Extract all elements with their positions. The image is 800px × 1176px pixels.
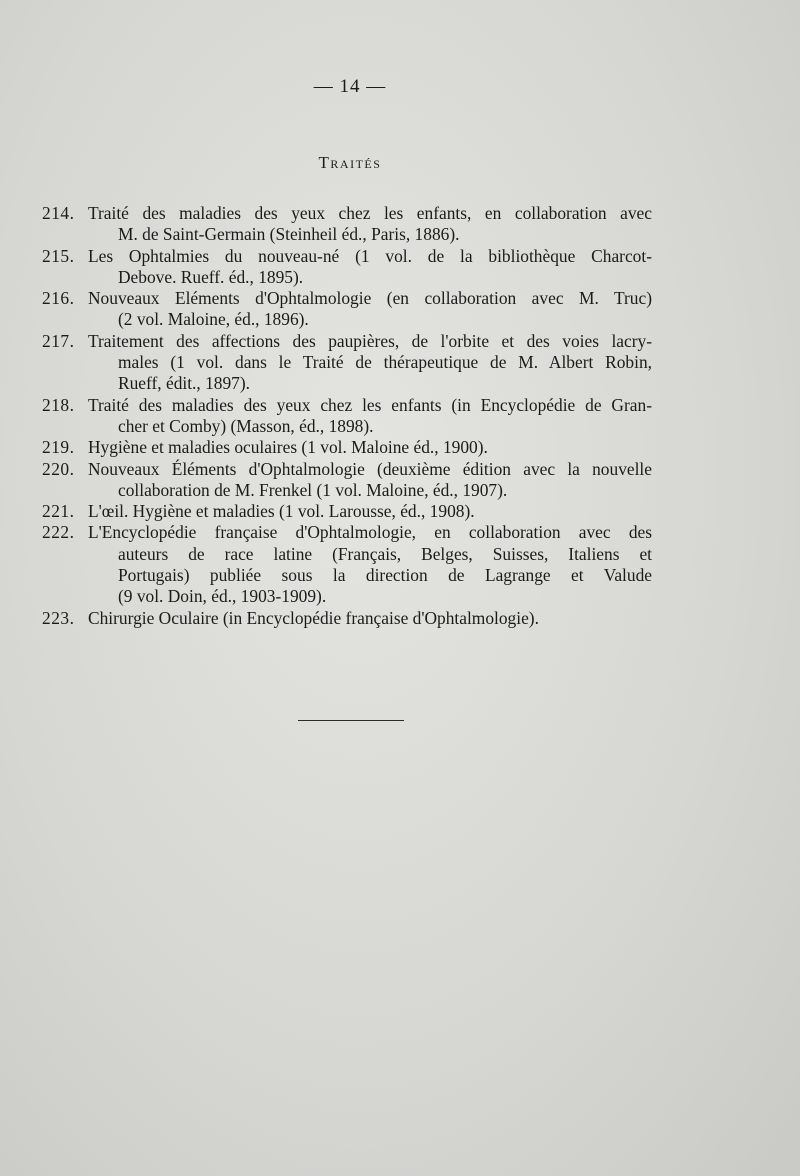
page-number: — 14 — [313,76,387,97]
entry-line: Traité des maladies des yeux chez les enfants (in Encyclopédie de Gran- [88,394,652,415]
entry-number: 221. [42,501,75,522]
entry-line: (9 vol. Doin, éd., 1903-1909). [118,586,327,607]
entry-line: Portugais) publiée sous la direction de Lagrange et Valude [118,565,652,586]
list-item [42,459,652,502]
list-item [42,331,652,395]
entry-number: 214. [42,203,75,223]
entry-line: Nouveaux Éléments d'Ophtalmologie (deuxième édition avec la nouvelle [88,458,652,479]
entry-line: (2 vol. Maloine, éd., 1896). [118,309,309,330]
list-item [42,395,652,438]
list-item [42,501,652,522]
entry-number: 219. [42,437,75,458]
entry-number: 220. [42,458,75,479]
entry-number: 222. [42,522,75,543]
list-item [42,246,652,289]
entry-line: Les Ophtalmies du nouveau-né (1 vol. de la bibliothèque Charcot- [88,245,652,266]
entry-number: 215. [42,245,75,266]
entry-number: 217. [42,330,75,351]
entry-line: M. de Saint-Germain (Steinheil éd., Paris, 1886). [118,224,460,245]
entry-line: Nouveaux Eléments d'Ophtalmologie (en collaboration avec M. Truc) [88,288,652,309]
entry-line: Traitement des affections des paupières, de l'orbite et des voies lacry- [88,330,652,351]
entry-line: Rueff, édit., 1897). [118,373,251,394]
entry-line: Hygiène et maladies oculaires (1 vol. Maloine éd., 1900). [88,437,488,458]
entry-line: Debove. Rueff. éd., 1895). [118,266,304,287]
entry-line: L'œil. Hygiène et maladies (1 vol. Larousse, éd., 1908). [88,501,475,522]
entry-line: auteurs de race latine (Français, Belges, Suisses, Italiens et [118,543,652,564]
entry-line: Chirurgie Oculaire (in Encyclopédie française d'Ophtalmologie). [88,607,539,628]
list-item [42,522,652,607]
list-item [42,288,652,331]
entry-line: collaboration de M. Frenkel (1 vol. Maloine, éd., 1907). [118,479,508,500]
entry-number: 223. [42,607,75,628]
closing-rule [298,720,404,721]
bibliography-list [42,203,652,629]
entry-line: males (1 vol. dans le Traité de thérapeutique de M. Albert Robin, [118,352,652,373]
section-title: Traités [318,153,382,172]
entry-number: 216. [42,288,75,309]
entry-line: cher et Comby) (Masson, éd., 1898). [118,415,374,436]
list-item [42,203,652,246]
entry-number: 218. [42,394,75,415]
list-item [42,437,652,458]
entry-line: L'Encyclopédie française d'Ophtalmologie, en collaboration avec des [88,522,652,543]
entry-line: Traité des maladies des yeux chez les enfants, en collaboration avec [88,203,652,223]
list-item [42,608,652,629]
